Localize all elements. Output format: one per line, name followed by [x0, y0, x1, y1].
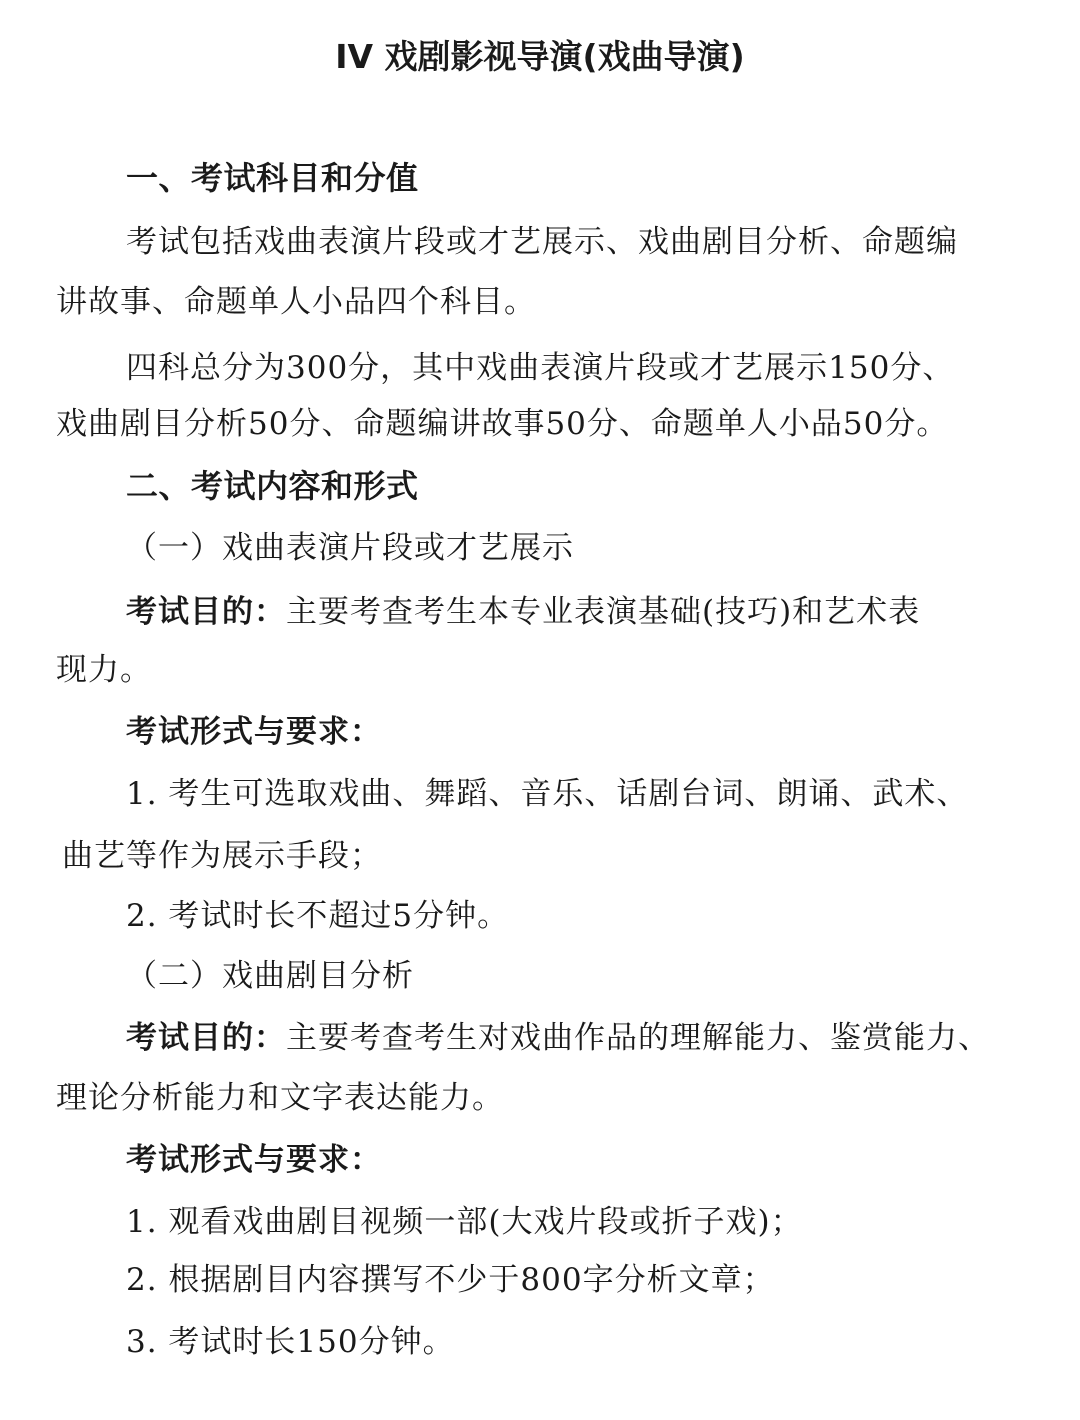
- subsection-2-item-3: 3. 考试时长150分钟。: [126, 1324, 455, 1360]
- section-1-heading: 一、考试科目和分值: [126, 159, 419, 197]
- subsection-1-form-label: 考试形式与要求：: [126, 714, 382, 750]
- purpose-text: 主要考查考生对戏曲作品的理解能力、鉴赏能力、: [286, 1020, 990, 1056]
- subsection-2-purpose-continued: 理论分析能力和文字表达能力。: [56, 1080, 504, 1116]
- subsection-2-heading: （二）戏曲剧目分析: [126, 958, 414, 994]
- subsection-1-item-2: 2. 考试时长不超过5分钟。: [126, 898, 510, 934]
- subsection-1-item-1-continued: 曲艺等作为展示手段；: [62, 838, 382, 874]
- subsection-2-item-2: 2. 根据剧目内容撰写不少于800字分析文章；: [126, 1262, 775, 1298]
- subsection-1-purpose: [126, 590, 1080, 634]
- document-title: IV 戏剧影视导演(戏曲导演): [335, 37, 745, 76]
- subsection-2-purpose: [126, 1016, 1080, 1060]
- subsection-2-item-1: 1. 观看戏曲剧目视频一部(大戏片段或折子戏)；: [126, 1204, 803, 1240]
- section-1-paragraph-1-line-2: 讲故事、命题单人小品四个科目。: [56, 284, 536, 320]
- purpose-label: 考试目的：: [126, 594, 286, 630]
- subsection-2-form-label: 考试形式与要求：: [126, 1142, 382, 1178]
- section-1-paragraph-2-line-1: 四科总分为300分，其中戏曲表演片段或才艺展示150分、: [126, 350, 955, 386]
- purpose-text: 主要考查考生本专业表演基础(技巧)和艺术表: [286, 594, 921, 630]
- section-1-paragraph-1-line-1: 考试包括戏曲表演片段或才艺展示、戏曲剧目分析、命题编: [126, 224, 958, 260]
- purpose-label: 考试目的：: [126, 1020, 286, 1056]
- subsection-1-purpose-continued: 现力。: [56, 652, 152, 688]
- subsection-1-item-1: 1. 考生可选取戏曲、舞蹈、音乐、话剧台词、朗诵、武术、: [126, 776, 969, 812]
- section-1-paragraph-2-line-2: 戏曲剧目分析50分、命题编讲故事50分、命题单人小品50分。: [56, 406, 949, 442]
- section-2-heading: 二、考试内容和形式: [126, 467, 419, 505]
- subsection-1-heading: （一）戏曲表演片段或才艺展示: [126, 530, 574, 566]
